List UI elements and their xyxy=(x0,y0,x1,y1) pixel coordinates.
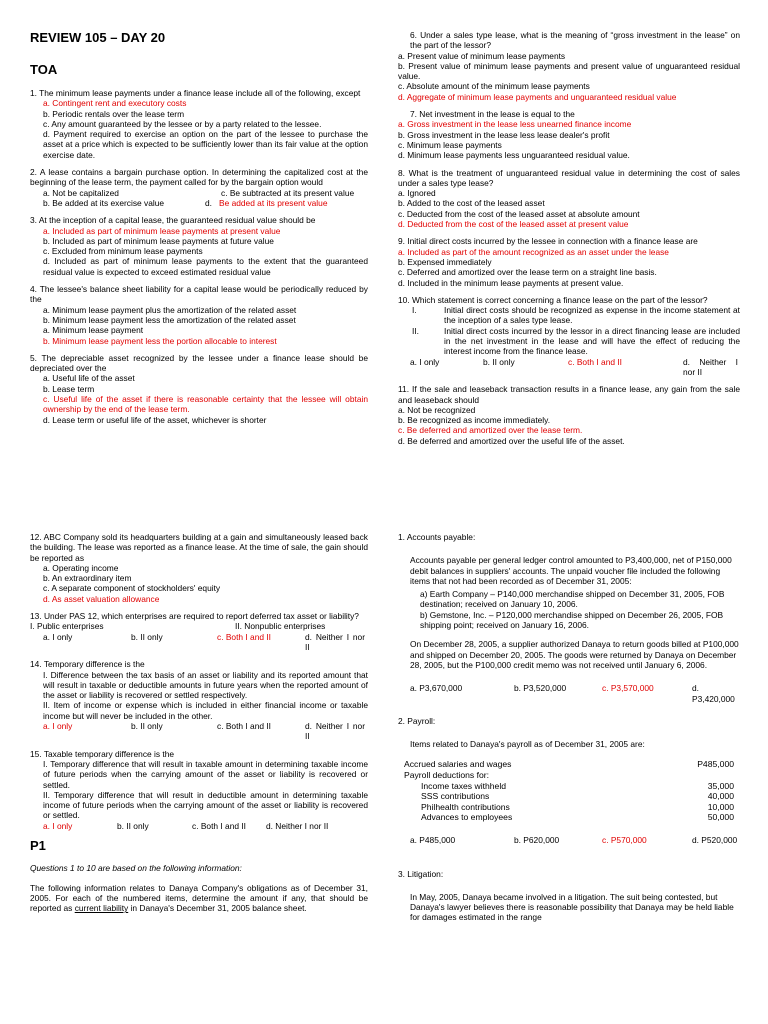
options-row xyxy=(398,357,740,378)
intro-text-end: in Danaya's December 31, 2005 balance sheet. xyxy=(128,903,307,914)
option-c: c. Be subtracted at its present value xyxy=(221,187,355,198)
option-d: d. Included as part of minimum lease payments to the extent that the guaranteed residual value is expected to exceed estimated residual value xyxy=(43,256,368,277)
option-a: a. I only xyxy=(43,631,73,642)
deduction-value: 35,000 xyxy=(707,780,734,791)
option-b: b. An extraordinary item xyxy=(43,573,132,584)
option-d: d. Neither I nor II xyxy=(305,721,365,742)
option-b: b. Periodic rentals over the lease term xyxy=(43,108,185,119)
page-title: REVIEW 105 – DAY 20 xyxy=(30,30,166,45)
ap-options-row xyxy=(398,683,740,704)
question-11 xyxy=(398,384,740,446)
ap-item-a-text: a) Earth Company – P140,000 merchandise shipped on December 31, 2005, FOB destination; received on January 10, 2006. xyxy=(420,589,725,610)
question-stem: 1. The minimum lease payments under a finance lease include all of the following, except xyxy=(30,88,361,98)
litigation-heading: 3. Litigation: xyxy=(398,869,444,880)
option-a: a. Ignored xyxy=(398,188,436,199)
question-stem: 2. A lease contains a bargain purchase option. In determining the capitalized cost at the beginning of the lease term, the payment called for by the bargain option would xyxy=(30,167,368,188)
intro-paragraph xyxy=(30,883,368,914)
statement-ii: II. Item of income or expense which is included in either financial income or taxable income but will never be included in the other. xyxy=(43,700,368,721)
deduction-label: Income taxes withheld xyxy=(421,780,507,791)
question-15 xyxy=(30,749,368,831)
option-c: c. Both I and II xyxy=(217,721,272,732)
option-d: d. Neither I nor II xyxy=(305,631,365,652)
page1-left-column xyxy=(30,30,368,432)
accounts-payable-heading: 1. Accounts payable: xyxy=(398,532,476,542)
statement-text: Initial direct costs should be recognized as expense in the income statement at the inception of a sales type lease. xyxy=(444,305,740,326)
table-row xyxy=(404,812,734,823)
option-c-answer: c. P3,570,000 xyxy=(602,683,654,694)
option-b: b. P3,520,000 xyxy=(514,683,567,694)
option-c-answer: c. Both I and II xyxy=(568,356,623,367)
question-stem: 3. At the inception of a capital lease, the guaranteed residual value should be xyxy=(30,215,316,226)
options-row-1 xyxy=(30,188,368,198)
option-a-answer: a. I only xyxy=(43,721,73,732)
option-c: c. Deducted from the cost of the leased asset at absolute amount xyxy=(398,208,640,219)
page2-left-column xyxy=(30,532,368,914)
option-b: b. II only xyxy=(131,631,163,642)
statement-ii xyxy=(398,326,740,357)
ap-item-b-text: b) Gemstone, Inc. – P120,000 merchandise shipped on December 26, 2005, FOB shipping point; received on January 16, 2006. xyxy=(420,609,724,631)
payroll-table xyxy=(404,759,734,823)
option-a: a. Not be recognized xyxy=(398,404,476,415)
statement-ii: II. Nonpublic enterprises xyxy=(235,621,326,632)
question-12 xyxy=(30,532,368,604)
option-d-answer: d. As asset valuation allowance xyxy=(43,593,160,604)
option-d-answer: b. Minimum lease payment less the portion allocable to interest xyxy=(43,335,277,346)
option-c: c. Both I and II xyxy=(192,820,247,831)
question-6 xyxy=(398,30,740,102)
question-stem: 12. ABC Company sold its headquarters building at a gain and simultaneously leased back the building. The lease was reported as a finance lease. At the time of sale, the gain should be reported as xyxy=(30,532,368,563)
options-row xyxy=(30,821,368,831)
option-d: d. Minimum lease payments less unguaranteed residual value. xyxy=(398,150,630,161)
question-stem: 5. The depreciable asset recognized by the lessee under a finance lease should be depreciated over the xyxy=(30,352,368,374)
ap-item-b xyxy=(398,610,740,631)
option-a-answer: a. Included as part of minimum lease payments at present value xyxy=(43,225,281,236)
table-row xyxy=(404,770,734,781)
statement-ii: II. Temporary difference that will result in deductible amount in determining taxable income of future periods when the carrying amount of the asset or liability is recovered or settled. xyxy=(43,789,368,821)
table-row xyxy=(404,759,734,770)
question-3 xyxy=(30,215,368,277)
ap-return-para: On December 28, 2005, a supplier authorized Danaya to return goods billed at P100,000 and shipped on December 20, 2005. The goods were returned by Danaya on December 28, 2005, but the P100,000 credit memo was not received until January 6, 2006. xyxy=(410,639,739,670)
statement-i: I. Temporary difference that will result in taxable amount in determining taxable income of future periods when the carrying amount of the asset or liability is recovered or settled. xyxy=(43,758,368,790)
deduction-value: 50,000 xyxy=(707,812,734,823)
option-b: b. Lease term xyxy=(43,383,95,394)
option-b: b. Present value of minimum lease payments and present value of unguaranteed residual value. xyxy=(398,60,740,82)
document-page-2 xyxy=(0,512,768,1024)
question-7 xyxy=(398,109,740,160)
question-stem: 11. If the sale and leaseback transaction results in a finance lease, any gain from the sale and leaseback should xyxy=(398,384,740,405)
deduction-label: SSS contributions xyxy=(421,791,490,802)
deduction-value: 10,000 xyxy=(707,801,734,812)
intro-text-start: The following information relates to Danaya Company's obligations as of December 31, 2005. For each of the numbered items, determine the amount if any, that should be reported as xyxy=(30,882,368,914)
option-d: d. P520,000 xyxy=(692,835,738,846)
table-row xyxy=(404,791,734,802)
option-a: a. Present value of minimum lease payments xyxy=(398,50,566,61)
deduction-value: 40,000 xyxy=(707,791,734,802)
question-5 xyxy=(30,353,368,425)
option-b: b. II only xyxy=(131,721,163,732)
option-c: a. Minimum lease payment xyxy=(43,325,144,336)
statement-number: I. xyxy=(412,305,417,316)
option-b: b. Minimum lease payment less the amortization of the related asset xyxy=(43,314,296,325)
section-heading-p1: P1 xyxy=(30,838,46,854)
option-d: d. Be deferred and amortized over the useful life of the asset. xyxy=(398,435,625,446)
question-2 xyxy=(30,167,368,208)
table-row xyxy=(404,781,734,792)
accounts-payable-para: Accounts payable per general ledger control amounted to P3,400,000, net of P150,000 debit balances in suppliers' accounts. The unpaid voucher file included the following items that not had been recorded as of December 31, 2005: xyxy=(410,555,732,586)
option-c-answer: c. Be deferred and amortized over the lease term. xyxy=(398,425,583,436)
payroll-para: Items related to Danaya's payroll as of December 31, 2005 are: xyxy=(410,739,645,750)
option-a: a. Operating income xyxy=(43,562,119,573)
table-row xyxy=(404,802,734,813)
accrued-label: Accrued salaries and wages xyxy=(404,759,512,770)
option-c-answer: c. Both I and II xyxy=(217,631,272,642)
option-c: c. Minimum lease payments xyxy=(398,139,502,150)
payroll-heading: 2. Payroll: xyxy=(398,715,436,726)
option-b: b. II only xyxy=(483,356,515,367)
question-4 xyxy=(30,284,368,346)
option-b: b. Be recognized as income immediately. xyxy=(398,415,551,426)
option-a: a. P485,000 xyxy=(410,835,456,846)
option-a-answer: a. Included as part of the amount recognized as an asset under the lease xyxy=(398,246,669,257)
option-d-letter: d. xyxy=(205,197,212,208)
option-a: a. Useful life of the asset xyxy=(43,373,135,384)
option-c-answer: c. Useful life of the asset if there is reasonable certainty that the lessee will obtain ownership by the end of the lease term. xyxy=(43,394,368,415)
option-d: d. Payment required to exercise an option on the part of the lessee to purchase the asset at a price which is expected to be sufficiently lower than its fair value at the option exercise date. xyxy=(43,129,368,160)
intro-instruction: Questions 1 to 10 are based on the following information: xyxy=(30,863,242,874)
option-d: d. Lease term or useful life of the asset, whichever is shorter xyxy=(43,414,267,425)
question-stem: 13. Under PAS 12, which enterprises are required to report deferred tax asset or liability? xyxy=(30,611,359,622)
option-d-answer: Be added at its present value xyxy=(219,197,328,208)
option-b: b. Included as part of minimum lease payments at future value xyxy=(43,235,274,246)
statement-text: Initial direct costs incurred by the lessor in a direct financing lease are included in the net investment in the lease and will have the effect of reducing the interest income from the finance lease. xyxy=(444,325,740,357)
option-d: d. P3,420,000 xyxy=(692,683,735,704)
section-heading-toa: TOA xyxy=(30,62,58,77)
question-1 xyxy=(30,88,368,160)
question-stem: 4. The lessee's balance sheet liability for a capital lease would be periodically reduced by the xyxy=(30,284,368,305)
option-c: c. A separate component of stockholders' equity xyxy=(43,583,221,594)
option-c: c. Any amount guaranteed by the lessee or by a party related to the lessee. xyxy=(43,118,322,129)
option-a: a. I only xyxy=(410,356,440,367)
option-a-answer: a. I only xyxy=(43,820,73,831)
ap-item-a xyxy=(398,589,740,610)
question-10 xyxy=(398,295,740,377)
option-c: c. Excluded from minimum lease payments xyxy=(43,246,203,257)
accrued-value: P485,000 xyxy=(697,759,734,770)
question-stem: 8. What is the treatment of unguaranteed residual value in determining the cost of sales under a sales type lease? xyxy=(398,167,740,188)
deduction-label: Philhealth contributions xyxy=(421,801,510,812)
question-8 xyxy=(398,168,740,230)
intro-underlined-term: current liability xyxy=(74,903,129,914)
option-c: c. Deferred and amortized over the lease term on a straight line basis. xyxy=(398,267,657,278)
page2-right-column xyxy=(398,532,740,923)
options-row xyxy=(30,721,368,742)
option-d: d. Neither I nor II xyxy=(683,356,738,377)
option-a: a. Not be capitalized xyxy=(43,187,119,198)
option-b: b. II only xyxy=(117,820,149,831)
payroll-options-row xyxy=(398,835,740,845)
litigation-para: In May, 2005, Danaya became involved in a litigation. The suit being contested, but Danaya's lawyer believes there is reasonable possibility that Danaya may be held liable for damages estimated in the range xyxy=(410,891,734,923)
option-a-answer: a. Gross investment in the lease less unearned finance income xyxy=(398,119,632,130)
option-a: a. Minimum lease payment plus the amortization of the related asset xyxy=(43,304,297,315)
option-a-answer: a. Contingent rent and executory costs xyxy=(43,98,187,109)
option-d: d. Included in the minimum lease payments at present value. xyxy=(398,277,624,288)
option-b: b. P620,000 xyxy=(514,835,560,846)
statement-number: II. xyxy=(412,325,419,336)
option-c-answer: c. P570,000 xyxy=(602,835,647,846)
statement-i: I. Public enterprises xyxy=(30,621,104,632)
option-b: b. Expensed immediately xyxy=(398,256,492,267)
question-stem: 10. Which statement is correct concerning a finance lease on the part of the lessor? xyxy=(398,294,708,305)
question-stem: 14. Temporary difference is the xyxy=(30,659,145,670)
question-9 xyxy=(398,236,740,287)
option-d: d. Neither I nor II xyxy=(266,820,329,831)
option-b: b. Be added at its exercise value xyxy=(43,197,165,208)
statement-i: I. Difference between the tax basis of an asset or liability and its reported amount that will result in taxable or deductible amounts in future years when the reported amount of the asset or liability is recovered or settled respectively. xyxy=(43,669,368,701)
statements-row xyxy=(30,621,368,631)
option-c: c. Absolute amount of the minimum lease payments xyxy=(398,81,590,92)
option-d-answer: d. Deducted from the cost of the leased asset at present value xyxy=(398,219,629,230)
question-13 xyxy=(30,611,368,652)
question-stem: 15. Taxable temporary difference is the xyxy=(30,748,175,759)
options-row-2 xyxy=(30,198,368,208)
option-b: b. Added to the cost of the leased asset xyxy=(398,198,545,209)
question-stem: 6. Under a sales type lease, what is the meaning of “gross investment in the lease” on the part of the lessor? xyxy=(410,30,740,51)
question-14 xyxy=(30,659,368,741)
deduction-label: Advances to employees xyxy=(421,812,513,823)
question-stem: 7. Net investment in the lease is equal to the xyxy=(410,109,575,120)
page1-right-column xyxy=(398,30,740,453)
option-b: b. Gross investment in the lease less lease dealer's profit xyxy=(398,129,610,140)
option-a: a. P3,670,000 xyxy=(410,683,463,694)
statement-i xyxy=(398,305,740,326)
question-stem: 9. Initial direct costs incurred by the lessee in connection with a finance lease are xyxy=(398,236,698,247)
option-d-answer: d. Aggregate of minimum lease payments and unguaranteed residual value xyxy=(398,91,677,102)
deductions-label: Payroll deductions for: xyxy=(404,770,490,781)
options-row xyxy=(30,632,368,653)
